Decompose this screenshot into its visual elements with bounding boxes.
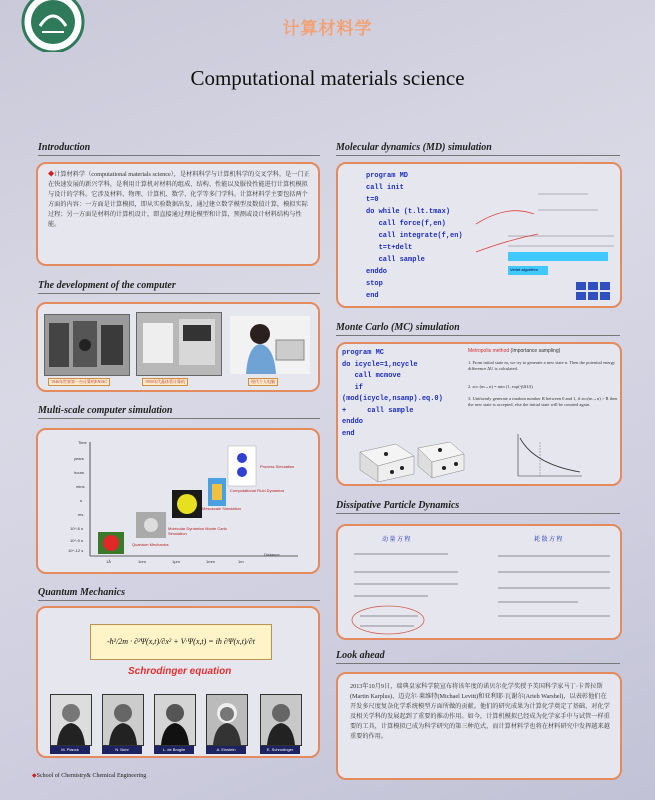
- multiscale-panel: [36, 428, 320, 574]
- x-tick-4: 1m: [238, 559, 244, 564]
- md-code-line: do while (t.lt.tmax): [366, 208, 451, 216]
- md-code-line: t=0: [366, 196, 379, 204]
- y-tick-0: Time: [78, 440, 87, 445]
- label-mesoscale: Mesoscale Simulation: [202, 506, 241, 511]
- look-ahead-heading: Look ahead: [336, 650, 385, 661]
- label-cfd: Computational Fluid Dynamics: [230, 488, 285, 493]
- computer-dev-heading: The development of the computer: [38, 280, 176, 291]
- md-equations-graphic: [468, 174, 618, 304]
- metropolis-note: (Importance sampling): [510, 348, 561, 354]
- md-heading: Molecular dynamics (MD) simulation: [336, 142, 492, 153]
- look-ahead-rule: [336, 663, 620, 664]
- md-code-line: stop: [366, 280, 383, 288]
- y-tick-8: 10^-12 s: [68, 548, 84, 553]
- x-axis-label: Distance: [264, 552, 280, 557]
- look-ahead-panel: [336, 672, 622, 780]
- schrodinger-portrait: [260, 694, 302, 746]
- eniac-photo: [44, 314, 130, 376]
- mc-code-line: if: [342, 383, 364, 392]
- x-tick-0: 1Å: [106, 559, 111, 564]
- y-tick-4: s: [80, 498, 82, 503]
- mc-step-3: 3. Uniformly generate a random number R between 0 and 1, if acc(m→n) > R then the new state is accepted, else the initial state will be counted again.: [468, 396, 618, 407]
- quantum-panel: [36, 606, 320, 758]
- caption-eniac: 1946年世界第一台计算机ENIAC: [48, 378, 110, 386]
- md-code-line: end: [366, 292, 379, 300]
- y-tick-7: 10^-9 s: [70, 538, 83, 543]
- y-tick-6: 10^-6 s: [70, 526, 83, 531]
- title-cn: 计算材料学: [282, 19, 373, 38]
- introduction-panel: [36, 162, 320, 266]
- md-code-line: t=t+delt: [366, 244, 413, 252]
- mc-heading: Monte Carlo (MC) simulation: [336, 322, 460, 333]
- mc-code-line: do icycle=1,ncycle: [342, 360, 418, 369]
- x-tick-1: 1nm: [138, 559, 146, 564]
- md-code-line: enddo: [366, 268, 388, 276]
- y-tick-2: hours: [74, 470, 85, 475]
- scientist-name-de-broglie: L. de Broglie: [154, 746, 194, 754]
- introduction-body: ◆计算材料学（computational materials science），是材料科学与计算机科学的交叉学科，是一门正在快速发展的新兴学科，是利用计算机对材料的组成、结构、性能以及服役性能进行计算机模拟与设计的学科。它涉及材料、物理、计算机、数学、化学等多门学科。计算材料学主要包括两个方面的内容：一方面是计算模拟，即从实验数据出发，通过建立数学模型及数值计算，模拟实际过程；另一方面是材料的计算机设计，即直接通过理论模型和计算，预测或设计材料结构与性能。: [48, 171, 310, 228]
- y-tick-1: years: [74, 456, 84, 461]
- introduction-rule: [38, 155, 320, 156]
- x-tick-3: 1mm: [206, 559, 215, 564]
- caption-modern-pc: 现代个人电脑: [248, 378, 278, 386]
- footer-text: School of Chemistry& Chemical Engineering: [36, 773, 147, 779]
- md-code-line: call force(f,en): [366, 220, 446, 228]
- modern-pc-photo: [230, 316, 310, 374]
- dpd-rule: [336, 513, 620, 514]
- multiscale-rule: [38, 418, 320, 419]
- label-process: Process Simulation: [260, 464, 295, 469]
- md-code-line: call integrate(f,en): [366, 232, 463, 240]
- mc-code-line: end: [342, 429, 355, 438]
- dpd-panel: [336, 524, 622, 640]
- quantum-heading: Quantum Mechanics: [38, 587, 125, 598]
- look-ahead-text: 2013年10月9日，瑞典皇家科学院宣布将该年度的诺贝尔化学奖授予美国科学家马丁·卡普拉斯(Martin Karplus)、迈克尔·莱维特(Michael Levitt)和亚利耶·瓦谢尔(Arieh Warshel)，以表彰他们在开发多尺度复杂化学系统模型方面所做的贡献。他们的研究成果为计算化学奠定了基础，对化学及相关学科的发展起到了重要的推动作用。如今，计算机模拟已经成为化学家手中与试管一样重要的工具，计算模拟已成为科学研究的第三种范式，而计算材料学也将在材料研究中发挥越来越重要的作用。: [350, 683, 610, 740]
- scientist-name-schrodinger: E. Schrodinger: [260, 746, 300, 754]
- transistor-computer-photo: [136, 312, 222, 376]
- multiscale-heading: Multi-scale computer simulation: [38, 405, 173, 416]
- schrodinger-equation-box: [90, 624, 272, 660]
- md-code-line: call init: [366, 184, 404, 192]
- mc-step-1: 1. From initial state m, we try to generate a new state n. Then the potential energy difference ΔU is calculated.: [468, 360, 616, 371]
- multiscale-diagram: [68, 438, 308, 568]
- mc-code: [342, 348, 443, 440]
- mc-code-line: enddo: [342, 418, 364, 426]
- md-rule: [336, 155, 620, 156]
- schrodinger-equation: -ħ²/2m · ∂²Ψ(x,t)/∂x² + V·Ψ(x,t) = iħ ∂Ψ(x,t)/∂t: [107, 637, 255, 646]
- de-broglie-portrait: [154, 694, 196, 746]
- dpd-col1-title: 动 量 方 程: [382, 537, 411, 543]
- metropolis-method: Metropolis method: [468, 348, 510, 354]
- label-qm: Quantum Mechanics: [132, 542, 169, 547]
- mc-code-line: program MC: [342, 349, 385, 357]
- x-tick-2: 1μm: [172, 559, 180, 564]
- title-en: Computational materials science: [190, 66, 465, 90]
- y-tick-3: mins: [76, 484, 85, 489]
- bohr-portrait: [102, 694, 144, 746]
- introduction-text: 计算材料学（computational materials science），是材料科学与计算机科学的交叉学科，是一门正在快速发展的新兴学科，是利用计算机对材料的组成、结构、性能以及服役性能进行计算机模拟与设计的学科。它涉及材料、物理、计算机、数学、化学等多门学科。计算材料学主要包括两个方面的内容：一方面是计算模拟，即从实验数据出发，通过建立数学模型及数值计算，模拟实际过程；另一方面是材料的计算机设计，即直接通过理论模型和计算，预测或设计材料结构与性能。: [48, 171, 310, 228]
- mc-step-2: 2. acc (m→n) = min (1, exp(-βΔU)): [468, 384, 533, 389]
- schrodinger-label: Schrodinger equation: [128, 666, 232, 677]
- dpd-equations-graphic: [348, 548, 616, 638]
- mc-code-line: (mod(icycle,nsamp).eq.0): [342, 395, 443, 403]
- dpd-heading: Dissipative Particle Dynamics: [336, 500, 460, 511]
- computer-dev-rule: [38, 293, 320, 294]
- metropolis-title: [468, 348, 560, 354]
- md-code-line: program MD: [366, 172, 409, 180]
- md-code: [366, 170, 463, 302]
- einstein-portrait: [206, 694, 248, 746]
- label-md-mc: Molecular Dynamics Monte Carlo Simulation: [168, 526, 227, 536]
- introduction-heading: Introduction: [38, 142, 91, 153]
- footer: ◆School of Chemistry& Chemical Engineering: [32, 773, 147, 779]
- dice-graphic: [356, 436, 466, 482]
- scientist-name-bohr: N. Bohr: [102, 746, 142, 754]
- caption-transistor: 1950年代晶体管计算机: [142, 378, 188, 386]
- dpd-col2-title: 耗 散 方 程: [534, 537, 563, 543]
- y-tick-5: ms: [78, 512, 84, 517]
- mc-code-line: call mcmove: [342, 372, 401, 380]
- mc-panel: [336, 342, 622, 486]
- md-panel: [336, 162, 622, 308]
- scientist-name-einstein: A. Einstein: [206, 746, 246, 754]
- md-code-line: call sample: [366, 256, 425, 264]
- quantum-rule: [38, 600, 320, 601]
- scientist-name-planck: M. Planck: [50, 746, 90, 754]
- planck-portrait: [50, 694, 92, 746]
- mc-rule: [336, 335, 620, 336]
- verlet-algorithm-label: Verlet algorithm: [510, 267, 538, 272]
- computer-dev-panel: [36, 302, 320, 392]
- acceptance-curve-graphic: [510, 430, 586, 482]
- mc-code-line: + call sample: [342, 406, 414, 415]
